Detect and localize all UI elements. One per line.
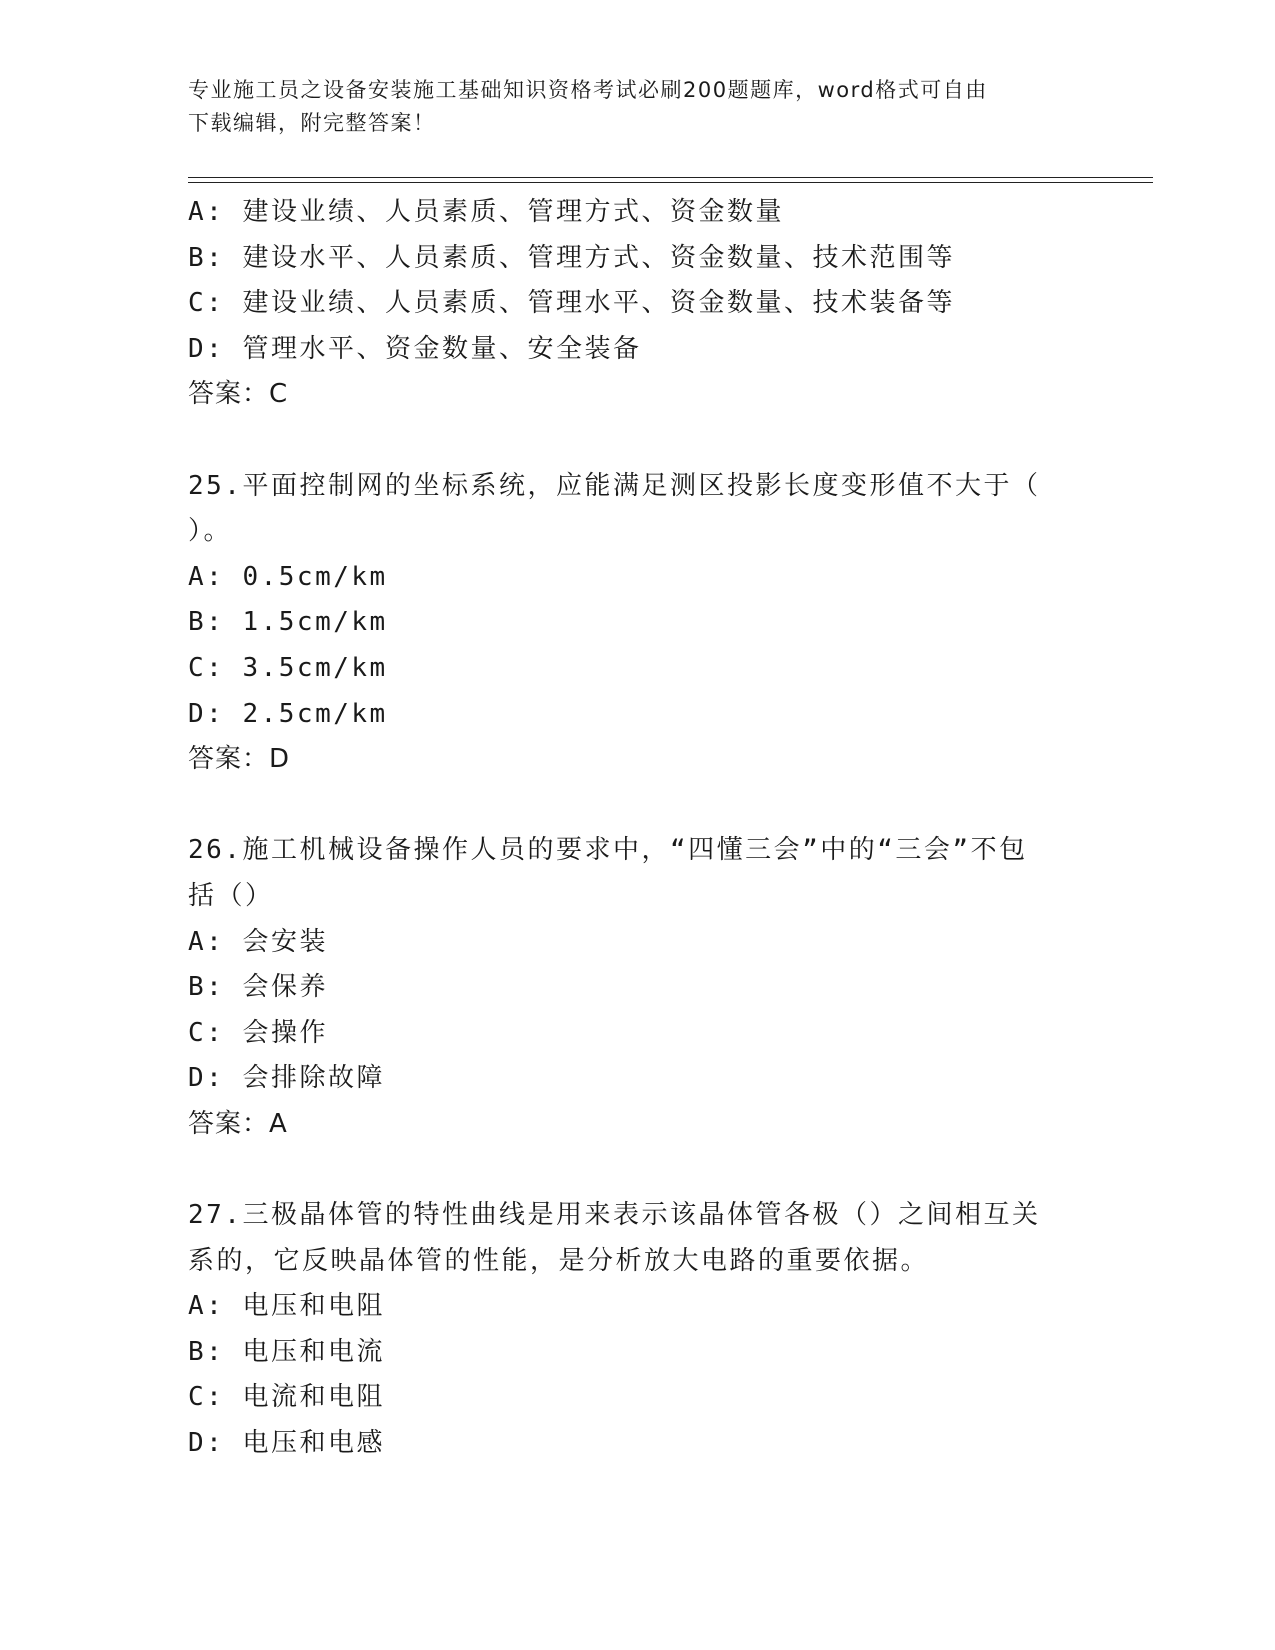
document-body [188, 190, 1088, 1467]
option-b: B: 电压和电流 [188, 1336, 385, 1367]
answer: 答案：C [188, 379, 289, 410]
option-a: A: 会安装 [188, 926, 328, 957]
option-d: D: 电压和电感 [188, 1428, 385, 1459]
option-d: D: 管理水平、资金数量、安全装备 [188, 333, 642, 364]
question-stem-line-2: ）。 [188, 516, 233, 547]
question-26 [188, 828, 1088, 1147]
question-stem-line-1: 27.三极晶体管的特性曲线是用来表示该晶体管各极（）之间相互关 [188, 1200, 1041, 1231]
option-c: C: 电流和电阻 [188, 1382, 385, 1413]
question-25 [188, 464, 1088, 783]
question-27 [188, 1193, 1088, 1467]
option-b: B: 1.5cm/km [188, 607, 388, 638]
document-header [188, 74, 1068, 140]
header-divider-bottom [188, 182, 1153, 183]
option-d: D: 2.5cm/km [188, 698, 388, 729]
spacer [188, 783, 1088, 829]
option-c: C: 会操作 [188, 1017, 328, 1048]
question-stem-line-2: 系的，它反映晶体管的性能，是分析放大电路的重要依据。 [188, 1245, 930, 1276]
question-stem-line-1: 25.平面控制网的坐标系统，应能满足测区投影长度变形值不大于（ [188, 470, 1041, 501]
answer: 答案：A [188, 1108, 288, 1139]
spacer [188, 1147, 1088, 1193]
option-b: B: 会保养 [188, 972, 328, 1003]
question-24 [188, 190, 1088, 418]
option-b: B: 建设水平、人员素质、管理方式、资金数量、技术范围等 [188, 242, 955, 273]
spacer [188, 418, 1088, 464]
option-c: C: 3.5cm/km [188, 652, 388, 683]
option-d: D: 会排除故障 [188, 1063, 385, 1094]
option-a: A: 电压和电阻 [188, 1291, 385, 1322]
header-line-1: 专业施工员之设备安装施工基础知识资格考试必刷200题题库，word格式可自由 [188, 78, 988, 102]
option-a: A: 建设业绩、人员素质、管理方式、资金数量 [188, 197, 784, 227]
header-divider-top [188, 177, 1153, 178]
option-a: A: 0.5cm/km [188, 561, 388, 592]
option-c: C: 建设业绩、人员素质、管理水平、资金数量、技术装备等 [188, 288, 955, 319]
header-line-2: 下载编辑，附完整答案！ [188, 111, 436, 135]
answer: 答案：D [188, 744, 291, 775]
question-stem-line-1: 26.施工机械设备操作人员的要求中，“四懂三会”中的“三会”不包 [188, 835, 1028, 866]
question-stem-line-2: 括（） [188, 880, 274, 911]
